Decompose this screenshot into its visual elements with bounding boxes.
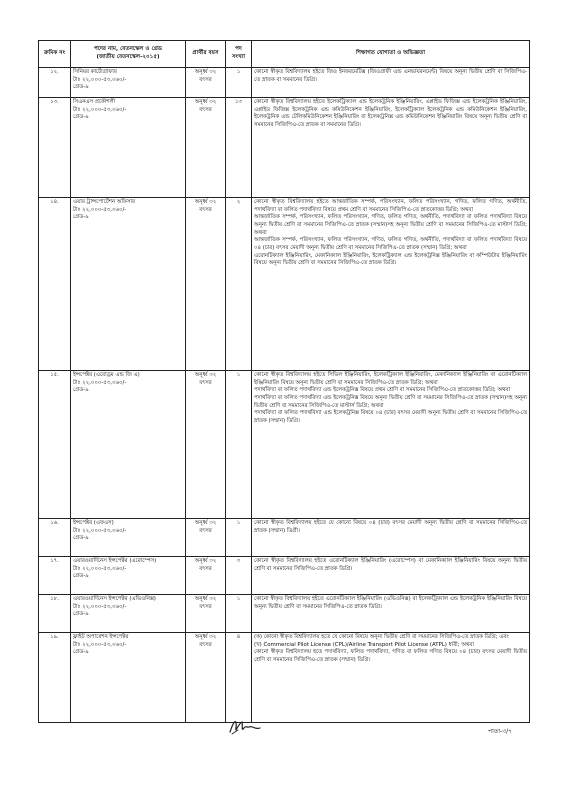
post-grade: গ্রেড-৯ [73, 535, 89, 542]
table-row [39, 371, 530, 519]
table-row [39, 633, 530, 723]
qualification-text: কোনো স্বীকৃত বিশ্ববিদ্যালয় হইতে আন্তর্জাতিক সম্পর্ক, পরিসংখ্যান, ফলিত পরিসংখ্যান, গণিত, ফলিত গণিত, অর্থনীতি, পদার্থবিদ্যা বা ফলিত পদার্থবিদ্যা বিষয়ে প্রথম শ্রেণি বা সমমানের সিজিপিএ-তে স্নাতকোত্তর ডিগ্রি; অথবা [254, 199, 527, 213]
row-qualification [252, 98, 530, 198]
row-age: অনূর্ধ্ব ৩২ বৎসর [186, 371, 226, 519]
row-serial: ১৪. [39, 198, 71, 371]
row-count: ১ [226, 595, 252, 633]
row-post [71, 519, 186, 557]
row-post [71, 595, 186, 633]
post-pay: টাঃ ২২,০০০-৫৩,০৬০/- [73, 106, 127, 113]
post-title: ইন্সপেক্টর (এরোড্রম এন্ড জি এ) [73, 372, 140, 378]
recruitment-table [38, 40, 530, 723]
post-pay: টাঃ ২২,০০০-৫৩,০৬০/- [73, 527, 127, 534]
row-qualification [252, 198, 530, 371]
post-grade: গ্রেড-৯ [73, 114, 89, 121]
post-pay: টাঃ ২২,০০০-৫৩,০৬০/- [73, 603, 127, 610]
row-count: ১ [226, 371, 252, 519]
row-qualification [252, 519, 530, 557]
row-count: ১৩ [226, 98, 252, 198]
header-qualification: শিক্ষাগত যোগ্যতা ও অভিজ্ঞতা [252, 41, 530, 68]
row-age: অনূর্ধ্ব ৩২ বৎসর [186, 595, 226, 633]
row-qualification [252, 371, 530, 519]
post-pay: টাঃ ২২,০০০-৫৩,০৬০/- [73, 76, 127, 83]
row-age: অনূর্ধ্ব ৩২ বৎসর [186, 198, 226, 371]
row-serial: ১৯. [39, 633, 71, 723]
post-title: সিনিয়র কার্টোগ্রাফার [73, 69, 117, 75]
qualification-text: আন্তর্জাতিক সম্পর্ক, পরিসংখ্যান, ফলিত পরিসংখ্যান, গণিত, ফলিত গণিত, অর্থনীতি, পদার্থবিদ্যা বা ফলিত পদার্থবিদ্যা বিষয়ে ০৪ (চার) বৎসর মেয়াদী অনূন্য দ্বিতীয় শ্রেণি বা সমমানের সিজিপিএ-তে স্নাতক (সম্মান) ডিগ্রি; অথবা [254, 237, 527, 252]
post-pay: টাঃ ২২,০০০-৫৩,০৬০/- [73, 206, 127, 213]
post-grade: গ্রেড-৯ [73, 611, 89, 618]
post-grade: গ্রেড-৯ [73, 214, 89, 221]
post-title: ফ্লাইট অপারেশন ইন্সপেক্টর [73, 634, 129, 640]
post-pay: টাঃ ২২,০০০-৫৩,০৬০/- [73, 641, 127, 648]
qualification-text: (খ) Commercial Pilot License (CPL)/Airline Transport Pilot License (ATPL) ধারী; অথবা [254, 641, 474, 648]
post-title: ইন্সপেক্টর (এফএস) [73, 520, 114, 526]
signature [228, 716, 262, 738]
row-post [71, 371, 186, 519]
row-age: অনূর্ধ্ব ৩২ বৎসর [186, 633, 226, 723]
row-post [71, 633, 186, 723]
row-count: ১ [226, 519, 252, 557]
qualification-text: পদার্থবিদ্যা বা ফলিত পদার্থবিদ্যা এন্ড ইলেকট্রনিক্স বিষয়ে অনূন্য দ্বিতীয় শ্রেণি বা সমমানের সিজিপিএ-তে স্নাতক (সম্মান)সহ অনূন্য দ্বিতীয় শ্রেণি বা সমমানের সিজিপিএ-তে মাস্টার্স ডিগ্রি; অথবা [254, 395, 527, 409]
header-count: পদ সংখ্যা [226, 41, 252, 68]
header-post [71, 41, 186, 68]
qualification-text: কোনো স্বীকৃত বিশ্ববিদ্যালয় হইতে এরোনটিক্যাল ইঞ্জিনিয়ারিং (এরোস্পেস) বা মেকানিক্যাল ইঞ্জিনিয়ারিং বিষয়ে অনূন্য দ্বিতীয় শ্রেণি বা সমমানের সিজিপিএ-তে স্নাতক ডিগ্রি। [254, 558, 527, 572]
row-post [71, 557, 186, 595]
qualification-text: কোনো স্বীকৃত বিশ্ববিদ্যালয় হইতে এরোনটিক্যাল ইঞ্জিনিয়ারিং (এভিওনিক্স) বা ইলেকট্রিক্যাল এন্ড ইলেকট্রনিক ইঞ্জিনিয়ারিং বিষয়ে অনূন্য দ্বিতীয় শ্রেণি বা সমমানের সিজিপিএ-তে স্নাতক ডিগ্রি। [254, 596, 527, 610]
qualification-text: কোনো স্বীকৃত বিশ্ববিদ্যালয় হইতে জিও ইনফরমেটিক্স (জিওগ্রাফী এন্ড এনভায়রনমেন্ট) বিষয়ে অনূন্য দ্বিতীয় শ্রেণি বা সিজিপিএ-তে স্নাতক বা সমমানের ডিগ্রি। [254, 69, 527, 83]
row-age: অনূর্ধ্ব ৩২ বৎসর [186, 68, 226, 98]
row-qualification [252, 633, 530, 723]
post-title: এয়ারওয়ার্দিনেস ইন্সপেক্টর (এভিওনিক্স) [73, 596, 156, 602]
row-age: অনূর্ধ্ব ৩২ বৎসর [186, 98, 226, 198]
qualification-text: কোনো স্বীকৃত বিশ্ববিদ্যালয় হইতে ইলেকট্রিক্যাল এন্ড ইলেকট্রনিক ইঞ্জিনিয়ারিং, এপ্লাইড ফিজিক্স এন্ড ইলেকট্রনিক ইঞ্জিনিয়ারিং, এপ্লাইড ফিজিক্স ইলেকট্রনিক এন্ড কমিউনিকেশন ইঞ্জিনিয়ারিং, ইলেকট্রিক্যাল ইলেকট্রনিক এন্ড কমিউনিকেশন ইঞ্জিনিয়ারিং, ইলেকট্রনিক এন্ড টেলিকমিউনিকেশন ইঞ্জিনিয়ারিং বা ইলেকট্রনিক্স এন্ড কমিউনিকেশন ইঞ্জিনিয়ারিং বিষয়ে অনূন্য দ্বিতীয় শ্রেণি বা সমমানের সিজিপিএ-তে স্নাতক বা সমমানের ডিগ্রি। [254, 99, 527, 129]
header-serial: ক্রমিক নং [39, 41, 71, 68]
row-qualification [252, 68, 530, 98]
row-age: অনূর্ধ্ব ৩২ বৎসর [186, 519, 226, 557]
row-post [71, 68, 186, 98]
post-grade: গ্রেড-৯ [73, 84, 89, 91]
header-post-title: পদের নাম, বেতনস্কেল ও গ্রেড [93, 46, 163, 53]
qualification-text: কোনো স্বীকৃত বিশ্ববিদ্যালয় হতে পদার্থবিদ্যা, ফলিত পদার্থবিদ্যা, গণিত বা ফলিত গণিত বিষয়ে ০৪ (চার) বৎসর মেয়াদী দ্বিতীয় শ্রেণি বা সমমানের সিজিপিএ-তে স্নাতক (সম্মান) ডিগ্রি। [254, 649, 527, 664]
post-grade: গ্রেড-৯ [73, 387, 89, 394]
qualification-text: এরোনটিক্যাল ইঞ্জিনিয়ারিং, মেকানিক্যাল ইঞ্জিনিয়ারিং, ইলেকট্রিক্যাল এন্ড ইলেকট্রনিক্স ইঞ্জিনিয়ারিং বা কম্পিউটার ইঞ্জিনিয়ারিং বিষয়ে অনূন্য দ্বিতীয় শ্রেণি বা সমমানের সিজিপিএ-তে স্নাতক ডিগ্রি। [254, 252, 527, 267]
row-serial: ১২. [39, 68, 71, 98]
qualification-text: আন্তর্জাতিক সম্পর্ক, পরিসংখ্যান, ফলিত পরিসংখ্যান, গণিত, ফলিত গণিত, অর্থনীতি, পদার্থবিদ্যা বা ফলিত পদার্থবিদ্যা বিষয়ে অনূন্য দ্বিতীয় শ্রেণি বা সমমানের সিজিপিএ-তে স্নাতক (সম্মান)সহ অনূন্য দ্বিতীয় শ্রেণি বা সমমানের সিজিপিএ-তে মাস্টার্স ডিগ্রি; অথবা [254, 214, 527, 236]
row-serial: ১৫. [39, 371, 71, 519]
row-qualification [252, 557, 530, 595]
row-serial: ১৮. [39, 595, 71, 633]
row-qualification [252, 595, 530, 633]
qualification-text: কোনো স্বীকৃত বিশ্ববিদ্যালয় হইতে যে কোনো বিষয়ে ০৪ (চার) বৎসর মেয়াদী অনূন্য দ্বিতীয় শ্রেণি বা সমমানের সিজিপিএ-তে স্নাতক (সম্মান) ডিগ্রী। [254, 520, 527, 534]
table-row [39, 98, 530, 198]
table-row [39, 595, 530, 633]
table-row [39, 198, 530, 371]
row-count: ২ [226, 198, 252, 371]
row-serial: ১৬. [39, 519, 71, 557]
qualification-text: (ক) কোনো স্বীকৃত বিশ্ববিদ্যালয় হতে যে কোনো বিষয়ে অনূন্য দ্বিতীয় শ্রেণি বা সমমানের সিজিপিএ-তে স্নাতক ডিগ্রি; এবং [254, 634, 509, 640]
post-grade: গ্রেড-৯ [73, 573, 89, 580]
qualification-text: কোনো স্বীকৃত বিশ্ববিদ্যালয় হইতে সিভিল ইঞ্জিনিয়ারিং, ইলেকট্রিক্যাল ইঞ্জিনিয়ারিং, মেকানিক্যাল ইঞ্জিনিয়ারিং বা এরোনটিক্যাল ইঞ্জিনিয়ারিং বিষয়ে অনূন্য দ্বিতীয় শ্রেণি বা সমমানের সিজিপিএ-তে স্নাতক ডিগ্রি; অথবা [254, 372, 527, 386]
page-number: পাতা-৩/৭ [488, 728, 513, 735]
header-age: প্রার্থীর বয়স [186, 41, 226, 68]
row-post [71, 98, 186, 198]
qualification-text: পদার্থবিদ্যা বা ফলিত পদার্থবিদ্যা এন্ড ইলেকট্রনিক্স বিষয়ে প্রথম শ্রেণি বা সমমানের সিজিপিএ-তে স্নাতকোত্তর ডিগ্রি; অথবা [254, 387, 511, 394]
qualification-text: পদার্থবিদ্যা বা ফলিত পদার্থবিদ্যা এন্ড ইলেকট্রনিক্স বিষয়ে ০৪ (চার) বৎসর মেয়াদী অনূন্য দ্বিতীয় শ্রেণি বা সমমানের সিজিপিএ-তে স্নাতক (সম্মান) ডিগ্রি। [254, 410, 527, 425]
post-title: এয়ার ট্রান্সপোর্টেশন অফিসার [73, 199, 136, 205]
row-serial: ১৭. [39, 557, 71, 595]
post-title: সিএনএস প্রকৌশলী [73, 99, 116, 105]
table-row [39, 557, 530, 595]
post-grade: গ্রেড-৯ [73, 649, 89, 656]
post-title: এয়ারওয়ার্দিনেস ইন্সপেক্টর (এরোস্পেস) [73, 558, 157, 564]
table-header-row [39, 41, 530, 68]
row-count: ৪ [226, 633, 252, 723]
row-age: অনূর্ধ্ব ৩২ বৎসর [186, 557, 226, 595]
table-row [39, 519, 530, 557]
row-post [71, 198, 186, 371]
table-row [39, 68, 530, 98]
row-serial: ১৩. [39, 98, 71, 198]
post-pay: টাঃ ২২,০০০-৫৩,০৬০/- [73, 565, 127, 572]
post-pay: টাঃ ২২,০০০-৫৩,০৬০/- [73, 379, 127, 386]
row-count: ৩ [226, 557, 252, 595]
row-count: ১ [226, 68, 252, 98]
header-post-subtitle: (জাতীয় বেতনস্কেল-২০১৫) [96, 54, 160, 60]
